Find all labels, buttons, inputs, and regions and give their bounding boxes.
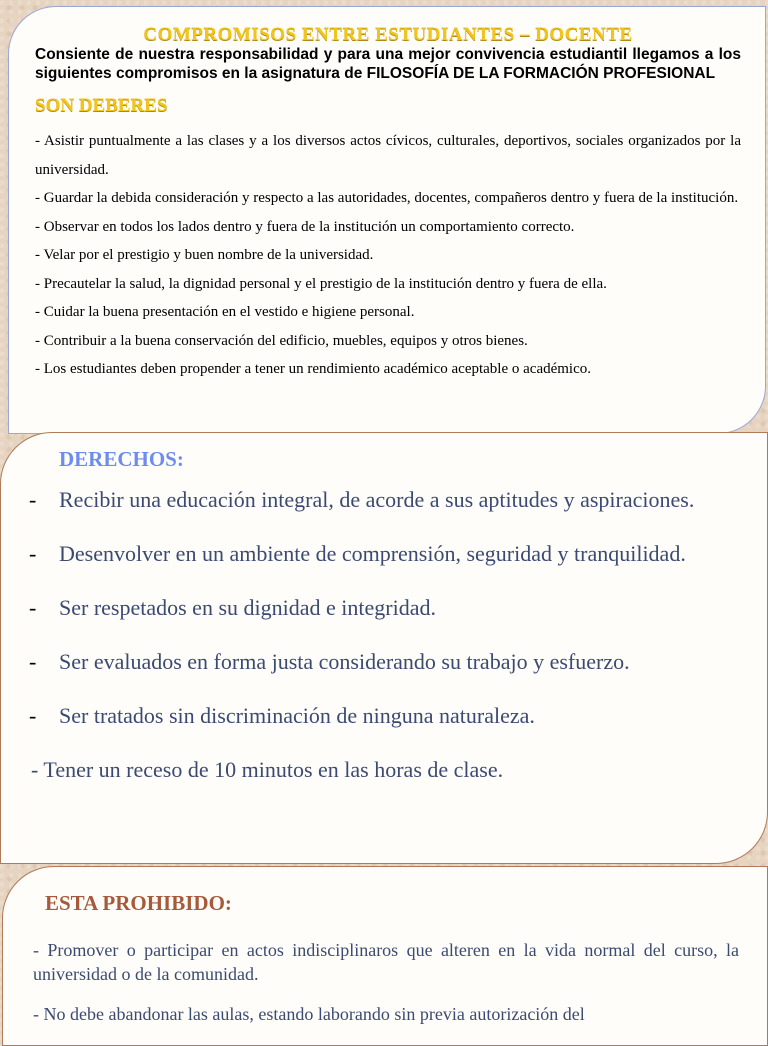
derecho-item (29, 702, 743, 729)
bullet-dash: - (29, 595, 37, 620)
bullet-dash: - (29, 649, 37, 674)
deberes-subtitle: SON DEBERES (35, 95, 168, 116)
bullet-dash: - (29, 703, 37, 728)
compromisos-intro: Consiente de nuestra responsabilidad y para una mejor convivencia estudiantil llegamos a los siguientes compromisos en la asignatura de FILOSOFÍA DE LA FORMACIÓN PROFESIONAL (35, 46, 741, 82)
derecho-item (29, 486, 743, 513)
prohibido-list (33, 938, 739, 1026)
derechos-heading: DERECHOS: (59, 447, 184, 471)
derecho-item (29, 648, 743, 675)
deber-item: - Precautelar la salud, la dignidad personal y el prestigio de la institución dentro y fuera de ella. (35, 275, 607, 292)
deber-item: - Los estudiantes deben propender a tener un rendimiento académico aceptable o académico. (35, 361, 592, 377)
derecho-extra: - Tener un receso de 10 minutos en las horas de clase. (31, 757, 504, 782)
prohibido-heading: ESTA PROHIBIDO: (45, 891, 232, 915)
deberes-list (35, 127, 741, 384)
deber-item: - Asistir puntualmente a las clases y a los diversos actos cívicos, culturales, deportivos, sociales organizados por la universidad. (35, 133, 741, 178)
compromisos-title: COMPROMISOS ENTRE ESTUDIANTES – DOCENTE (143, 24, 633, 45)
deber-item: - Guardar la debida consideración y respecto a las autoridades, docentes, compañeros dentro y fuera de la institución. (35, 190, 739, 206)
derechos-panel (0, 432, 768, 864)
deber-item: - Velar por el prestigio y buen nombre de la universidad. (35, 247, 374, 263)
bullet-dash: - (29, 487, 37, 512)
derechos-list (29, 486, 743, 729)
compromisos-panel (8, 6, 766, 434)
deber-item: - Cuidar la buena presentación en el vestido e higiene personal. (35, 304, 415, 320)
derecho-text: Ser tratados sin discriminación de ninguna naturaleza. (59, 703, 535, 728)
derecho-text: Ser respetados en su dignidad e integridad. (59, 595, 436, 620)
deber-item: - Observar en todos los lados dentro y fuera de la institución un comportamiento correcto. (35, 218, 575, 235)
derecho-text: Recibir una educación integral, de acorde a sus aptitudes y aspiraciones. (59, 487, 695, 512)
prohibido-item: - Promover o participar en actos indisciplinaros que alteren en la vida normal del curso, la universidad o de la comunidad. (33, 940, 739, 984)
derecho-text: Desenvolver en un ambiente de comprensión, seguridad y tranquilidad. (59, 541, 686, 566)
prohibido-panel (2, 866, 768, 1046)
deber-item: - Contribuir a la buena conservación del edificio, muebles, equipos y otros bienes. (35, 332, 528, 349)
derecho-item (29, 594, 743, 621)
prohibido-item: - No debe abandonar las aulas, estando laborando sin previa autorización del (33, 1004, 585, 1024)
derecho-text: Ser evaluados en forma justa considerando su trabajo y esfuerzo. (59, 649, 630, 674)
derecho-item (29, 540, 743, 567)
bullet-dash: - (29, 541, 37, 566)
